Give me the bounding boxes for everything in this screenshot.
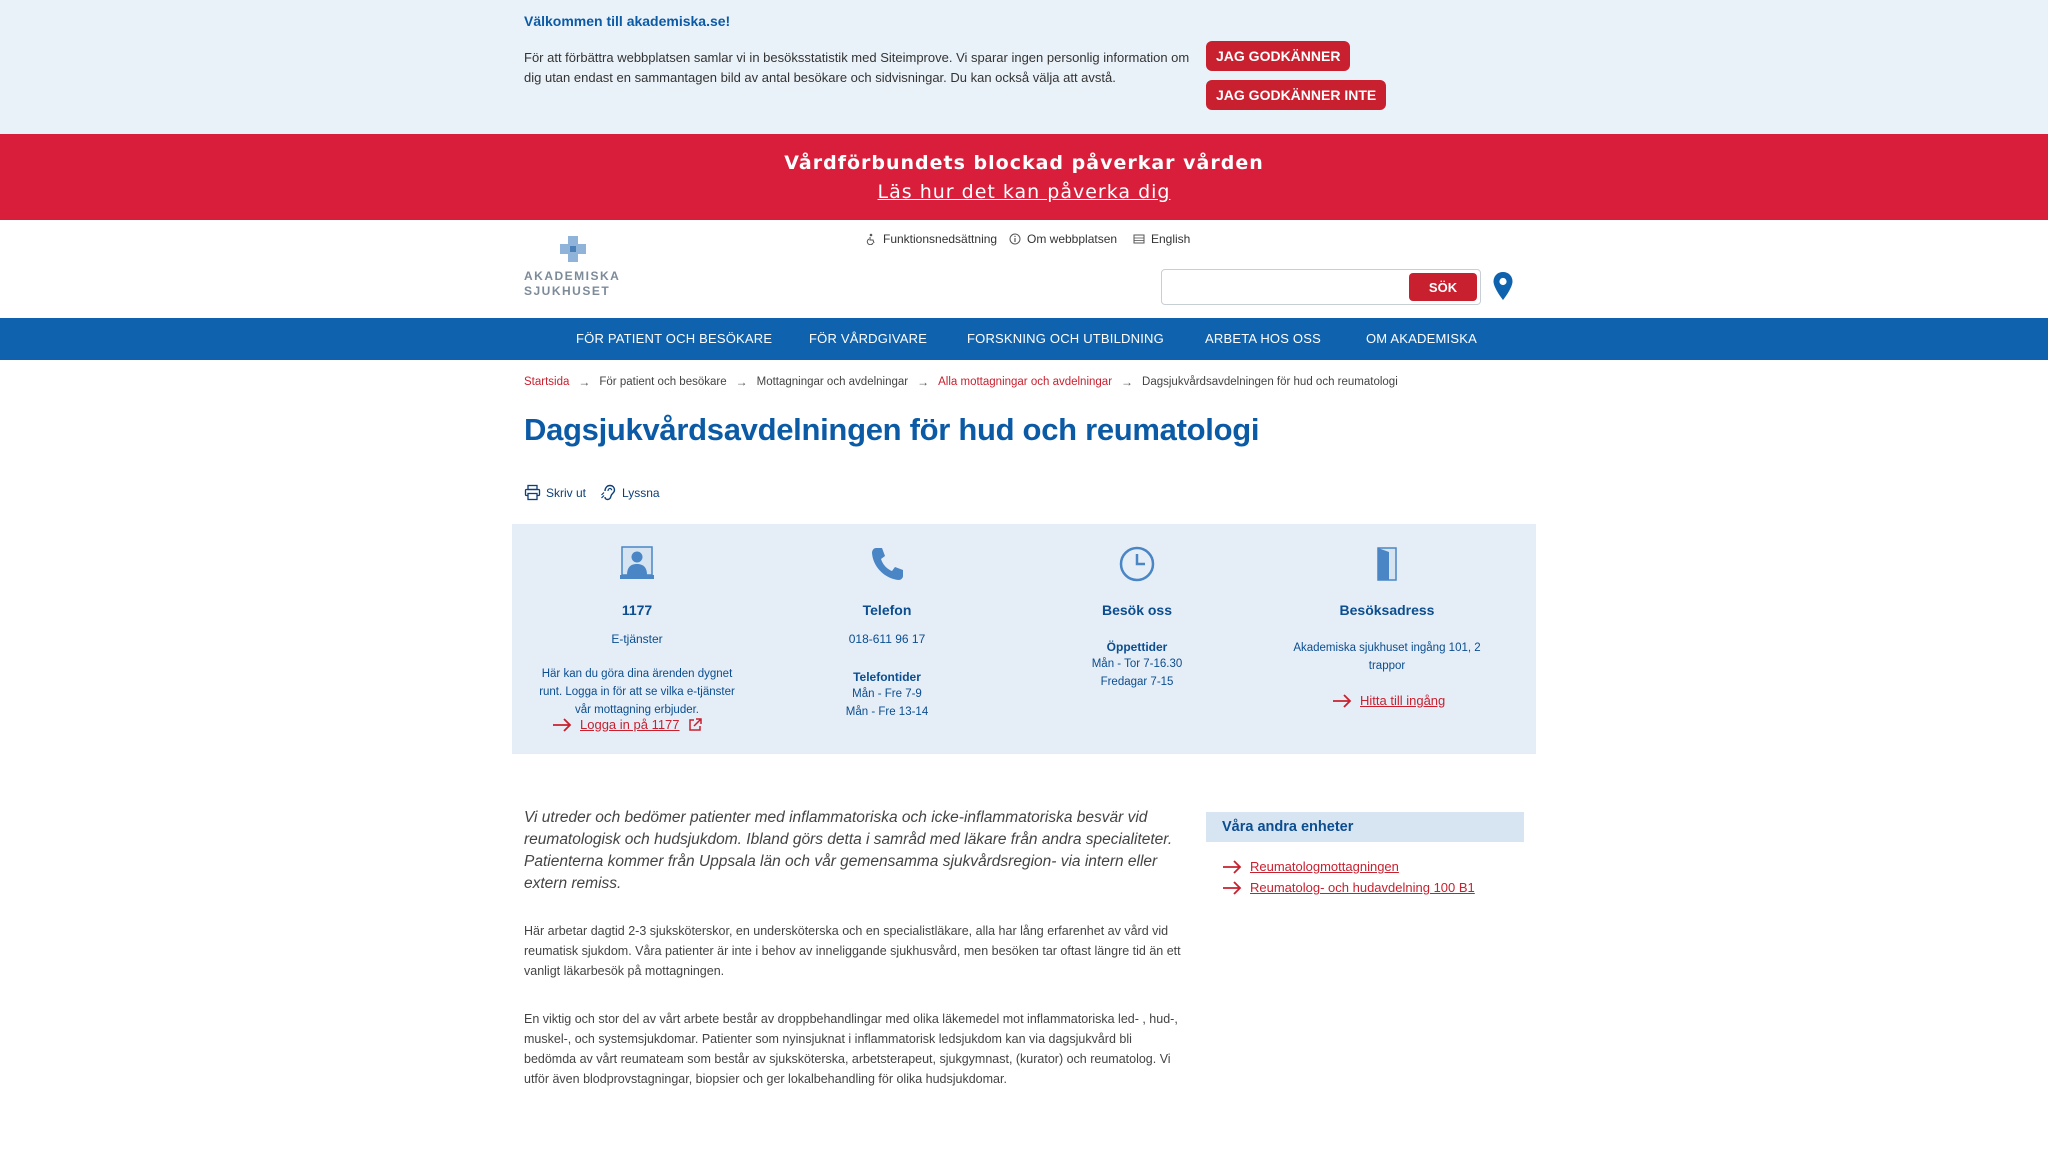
col-address-text: Akademiska sjukhuset ingång 101, 2 trappor [1293, 642, 1481, 672]
breadcrumb-arrow-icon: → [1121, 375, 1134, 389]
cookie-text: För att förbättra webbplatsen samlar vi in besöksstatistik med Siteimprove. Vi sparar ingen personlig information om dig utan endast en sammantagen bild av antal besökare och sidvisningar. Du kan också välja att avstå. [524, 50, 1190, 85]
info-band [512, 524, 1536, 754]
col-visit-hours-title: Öppettider [1106, 640, 1168, 654]
nav-item-arbeta[interactable]: ARBETA HOS OSS [1205, 331, 1321, 346]
listen-label: Lyssna [622, 485, 660, 500]
search-input[interactable] [1172, 276, 1402, 298]
col-phone-title: Telefon [862, 602, 912, 618]
print-button[interactable] [524, 484, 586, 501]
info-col-address [1262, 524, 1512, 754]
cookie-title: Välkommen till akademiska.se! [524, 13, 731, 29]
cross-logo-icon [560, 236, 586, 262]
breadcrumb-alla[interactable]: Alla mottagningar och avdelningar [938, 376, 1113, 388]
col-visit-hours-2: Fredagar 7-15 [1100, 676, 1174, 688]
side-link-label: Reumatolog- och hudavdelning 100 B1 [1250, 880, 1475, 895]
page-title: Dagsjukvårdsavdelningen för hud och reumatologi [524, 412, 1260, 447]
search-button[interactable]: SÖK [1409, 273, 1477, 301]
arrow-right-icon [1332, 694, 1352, 708]
info-icon [1009, 233, 1021, 245]
arrow-right-icon [552, 718, 572, 732]
print-label: Skriv ut [546, 485, 587, 500]
page-tools [524, 484, 660, 501]
col-phone-number: 018-611 96 17 [848, 632, 926, 646]
arrow-right-icon [1222, 881, 1242, 895]
breadcrumb-arrow-icon: → [735, 375, 748, 389]
col-phone-hours-2: Mån - Fre 13-14 [845, 706, 929, 718]
info-col-phone [762, 524, 1012, 754]
cookie-decline-button[interactable]: JAG GODKÄNNER INTE [1206, 80, 1386, 110]
ear-icon [600, 484, 617, 501]
accessibility-icon [865, 233, 877, 245]
alert-banner [0, 134, 2048, 220]
side-link-hudavdelning[interactable] [1222, 880, 1475, 895]
logo-line-2: SJUKHUSET [524, 284, 611, 298]
listen-button[interactable] [600, 484, 660, 501]
col-1177-desc: Här kan du göra dina ärenden dygnet runt. Logga in för att se vilka e-tjänster vår mottagning erbjuder. [539, 668, 735, 716]
find-entrance-label: Hitta till ingång [1360, 693, 1446, 708]
utility-english-link[interactable] [1133, 232, 1190, 246]
col-1177-title: 1177 [621, 602, 653, 618]
printer-icon [524, 484, 541, 501]
col-address-title: Besöksadress [1339, 602, 1435, 618]
breadcrumb-startsida[interactable]: Startsida [524, 376, 570, 388]
utility-english-label: English [1151, 232, 1191, 246]
phone-icon [868, 545, 906, 583]
external-link-icon [688, 718, 702, 732]
main-nav [0, 318, 2048, 360]
cookie-accept-button[interactable]: JAG GODKÄNNER [1206, 41, 1350, 71]
language-icon [1133, 233, 1145, 245]
utility-accessibility-label: Funktionsnedsättning [883, 232, 998, 246]
door-icon [1368, 545, 1406, 583]
breadcrumb [524, 374, 1398, 390]
login-1177-label: Logga in på 1177 [580, 717, 680, 732]
cookie-banner [0, 0, 2048, 134]
col-visit-title: Besök oss [1101, 602, 1173, 618]
nav-item-om[interactable]: OM AKADEMISKA [1366, 331, 1477, 346]
breadcrumb-current: Dagsjukvårdsavdelningen för hud och reumatologi [1142, 376, 1398, 388]
side-box-title: Våra andra enheter [1206, 812, 1524, 842]
user-monitor-icon [618, 545, 656, 583]
breadcrumb-arrow-icon: → [578, 375, 591, 389]
arrow-right-icon [1222, 860, 1242, 874]
breadcrumb-patient[interactable]: För patient och besökare [599, 376, 727, 388]
lead-paragraph: Vi utreder och bedömer patienter med inflammatoriska och icke-inflammatoriska besvär vid reumatologisk och hudsjukdom. Ibland görs detta i samråd med läkare från andra specialiteter. Patienterna kommer från Uppsala län och vår gemensamma sjukvårdsregion- via intern eller extern remiss. [524, 809, 1173, 892]
logo-text [524, 269, 624, 299]
utility-about-label: Om webbplatsen [1027, 232, 1118, 246]
nav-item-patient[interactable]: FÖR PATIENT OCH BESÖKARE [576, 331, 773, 346]
find-entrance-link[interactable] [1332, 693, 1445, 708]
info-col-visit [1012, 524, 1262, 754]
map-pin-icon[interactable] [1493, 272, 1513, 300]
col-visit-hours-1: Mån - Tor 7-16.30 [1091, 658, 1183, 670]
side-link-reumatologmottagningen[interactable] [1222, 859, 1399, 874]
login-1177-link[interactable] [552, 717, 702, 732]
utility-accessibility-link[interactable] [865, 232, 997, 246]
utility-about-link[interactable] [1009, 232, 1117, 246]
body-paragraph-1: Här arbetar dagtid 2-3 sjuksköterskor, en undersköterska och en specialistläkare, alla har lång erfarenhet av vård vid reumatisk sjukdom. Våra patienter är inte i behov av inneliggande sjukhusvård, men besöken tar oftast längre tid än ett vanligt läkarbesök på mottagningen. [524, 924, 1181, 978]
clock-icon [1118, 545, 1156, 583]
info-col-1177 [512, 524, 762, 754]
nav-item-vardgivare[interactable]: FÖR VÅRDGIVARE [809, 331, 928, 346]
site-logo[interactable] [524, 236, 624, 300]
side-link-label: Reumatologmottagningen [1250, 859, 1399, 874]
body-paragraph-2: En viktig och stor del av vårt arbete består av droppbehandlingar med olika läkemedel mot inflammatoriska led- , hud-, muskel-, och systemsjukdomar. Patienter som nyinsjuknat i inflammatorisk ledsjukdom kan via dagsjukvård bli bedömda av vårt reumateam som består av sjuksköterska, arbetsterapeut, sjukgymnast, (kurator) och reumatolog. Vi utför även blodprovstagningar, biopsier och ger lokalbehandling för olika hudsjukdomar. [524, 1012, 1178, 1086]
breadcrumb-arrow-icon: → [917, 375, 930, 389]
alert-link[interactable]: Läs hur det kan påverka dig [877, 181, 1171, 203]
col-1177-sub: E-tjänster [611, 632, 663, 646]
nav-item-forskning[interactable]: FORSKNING OCH UTBILDNING [967, 331, 1164, 346]
alert-title: Vårdförbundets blockad påverkar vården [784, 152, 1264, 174]
col-phone-hours-1: Mån - Fre 7-9 [852, 688, 922, 700]
col-phone-hours-title: Telefontider [853, 670, 921, 684]
logo-line-1: AKADEMISKA [524, 269, 621, 283]
breadcrumb-mottagningar[interactable]: Mottagningar och avdelningar [756, 376, 909, 388]
